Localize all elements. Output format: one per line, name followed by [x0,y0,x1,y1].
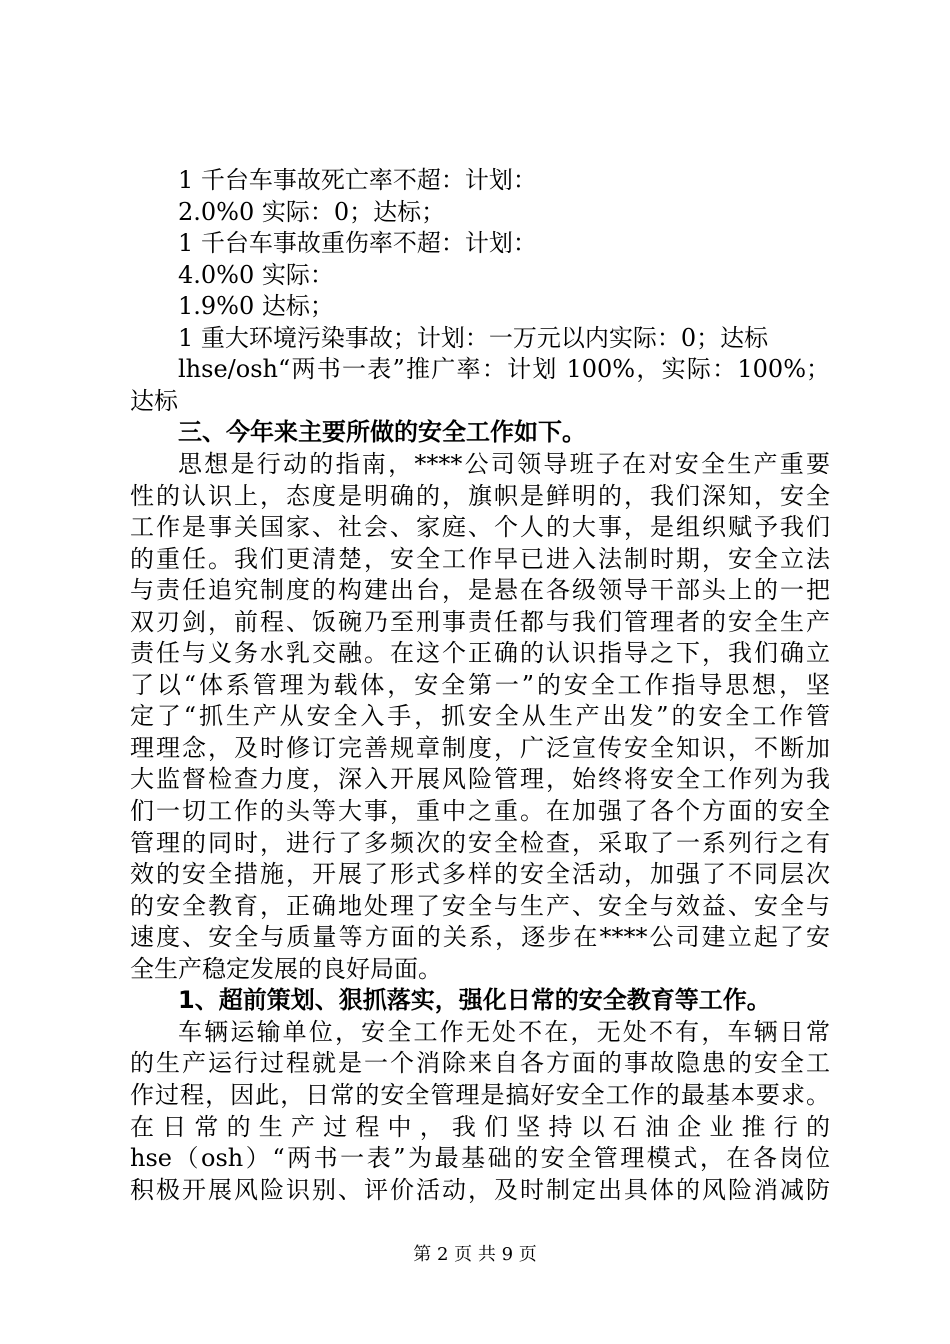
body-text-line: 思想是行动的指南，****公司领导班子在对安全生产重要 [178,449,830,478]
body-text-line: 效的安全措施，开展了形式多样的安全活动，加强了不同层次 [130,860,830,889]
body-text-line: 达标 [130,386,178,415]
body-text-line: 2.0%0 实际：0；达标； [178,197,446,226]
body-text-line: 性的认识上，态度是明确的，旗帜是鲜明的，我们深知，安全 [130,481,830,510]
body-text-line: 全生产稳定发展的良好局面。 [130,954,442,983]
body-text-line: 定了“抓生产从安全入手，抓安全从生产出发”的安全工作管 [130,702,830,731]
body-text-line: 车辆运输单位，安全工作无处不在，无处不有，车辆日常 [178,1017,830,1046]
body-text-line: 大监督检查力度，深入开展风险管理，始终将安全工作列为我 [130,765,830,794]
body-text-line: 与责任追究制度的构建出台，是悬在各级领导干部头上的一把 [130,576,830,605]
body-text-line: 1 重大环境污染事故；计划：一万元以内实际：0；达标 [178,323,769,352]
body-text-line: 1.9%0 达标； [178,292,334,321]
body-text-line: 积极开展风险识别、评价活动，及时制定出具体的风险消减防 [130,1175,830,1204]
body-text-line: 4.0%0 实际： [178,260,334,289]
body-text-line: lhse/osh“两书一表”推广率：计划 100%，实际：100%； [178,355,830,384]
body-text-line: 理理念，及时修订完善规章制度，广泛宣传安全知识，不断加 [130,733,830,762]
body-text-line: 双刃剑，前程、饭碗乃至刑事责任都与我们管理者的安全生产 [130,607,830,636]
body-text-line: 在日常的生产过程中，我们坚持以石油企业推行的 [130,1112,830,1141]
body-text-line: hse（osh）“两书一表”为最基础的安全管理模式，在各岗位 [130,1144,830,1173]
page-footer: 第 2 页 共 9 页 [413,1244,537,1265]
body-text-line: 了以“体系管理为载体，安全第一”的安全工作指导思想，坚 [130,670,830,699]
body-text-line: 1 千台车事故重伤率不超：计划： [178,229,537,258]
body-text-line: 工作是事关国家、社会、家庭、个人的大事，是组织赋予我们 [130,513,830,542]
body-text-line: 责任与义务水乳交融。在这个正确的认识指导之下，我们确立 [130,639,830,668]
body-text-line: 的重任。我们更清楚，安全工作早已进入法制时期，安全立法 [130,544,830,573]
body-text-line: 的生产运行过程就是一个消除来自各方面的事故隐患的安全工 [130,1049,830,1078]
section-heading: 三、今年来主要所做的安全工作如下。 [178,418,586,447]
body-text-line: 速度、安全与质量等方面的关系，逐步在****公司建立起了安 [130,923,830,952]
body-text-line: 的安全教育，正确地处理了安全与生产、安全与效益、安全与 [130,891,830,920]
body-text-line: 1 千台车事故死亡率不超：计划： [178,166,537,194]
body-text-line: 管理的同时，进行了多频次的安全检查，采取了一系列行之有 [130,828,830,857]
body-text-line: 们一切工作的头等大事，重中之重。在加强了各个方面的安全 [130,797,830,825]
body-text-line: 作过程，因此，日常的安全管理是搞好安全工作的最基本要求。 [130,1080,830,1109]
section-heading: 1、超前策划、狠抓落实，强化日常的安全教育等工作。 [178,986,771,1015]
